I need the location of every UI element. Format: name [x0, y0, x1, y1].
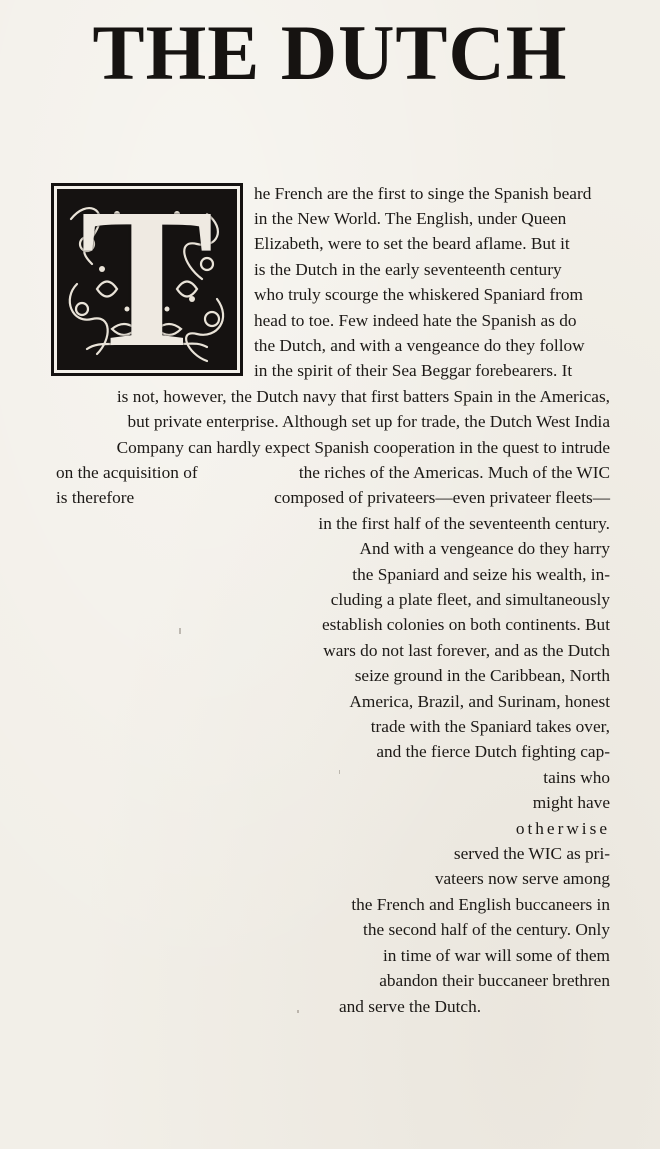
text-line: but private enterprise. Although set up for trade, the Dutch West India — [127, 412, 610, 431]
paper-speck — [339, 770, 340, 774]
text-line: vateers now serve among — [434, 869, 610, 888]
text-line: Company can hardly expect Spanish cooperation in the quest to intrude — [116, 438, 610, 457]
text-line: seize ground in the Caribbean, North — [354, 666, 610, 685]
text-line: and the fierce Dutch fighting cap- — [376, 742, 610, 761]
text-line: otherwise — [515, 819, 610, 838]
paper-speck — [179, 628, 181, 634]
text-line: served the WIC as pri- — [453, 844, 610, 863]
drop-cap-letter: T — [80, 168, 214, 389]
text-line: in time of war will some of them — [382, 946, 610, 965]
text-line: is not, however, the Dutch navy that first batters Spain in the Americas, — [116, 387, 610, 406]
text-line: America, Brazil, and Surinam, honest — [349, 692, 610, 711]
text-line: might have — [532, 793, 610, 812]
text-line: he French are the first to singe the Spanish beard — [254, 184, 592, 203]
paper-speck — [297, 1010, 299, 1013]
page-title: THE DUTCH — [92, 9, 568, 96]
text-line: the Spaniard and seize his wealth, in- — [352, 565, 610, 584]
text-line: the riches of the Americas. Much of the WIC — [298, 463, 610, 482]
text-line: in the New World. The English, under Queen — [254, 209, 567, 228]
text-line: trade with the Spaniard takes over, — [370, 717, 610, 736]
text-line: tains who — [543, 768, 610, 787]
text-line: and serve the Dutch. — [339, 997, 482, 1016]
drop-cap-background — [57, 168, 237, 389]
drop-cap-ornament — [51, 168, 243, 389]
text-line: in the spirit of their Sea Beggar forebearers. It — [254, 361, 573, 380]
text-line: the French and English buccaneers in — [351, 895, 610, 914]
text-line: is therefore — [56, 488, 135, 507]
text-line: head to toe. Few indeed hate the Spanish as do — [254, 311, 577, 330]
text-line: on the acquisition of — [56, 463, 198, 482]
text-line: composed of privateers—even privateer fleets— — [274, 488, 610, 507]
text-line: And with a vengeance do they harry — [359, 539, 610, 558]
text-line: is the Dutch in the early seventeenth century — [254, 260, 562, 279]
text-line: Elizabeth, were to set the beard aflame. But it — [254, 234, 570, 253]
text-line: the Dutch, and with a vengeance do they follow — [254, 336, 585, 355]
text-line: in the first half of the seventeenth century. — [318, 514, 610, 533]
text-line: establish colonies on both continents. But — [322, 615, 610, 634]
text-line: who truly scourge the whiskered Spaniard from — [254, 285, 583, 304]
text-line: cluding a plate fleet, and simultaneously — [330, 590, 610, 609]
text-line: the second half of the century. Only — [363, 920, 610, 939]
text-line: wars do not last forever, and as the Dutch — [323, 641, 610, 660]
text-line: abandon their buccaneer brethren — [379, 971, 610, 990]
